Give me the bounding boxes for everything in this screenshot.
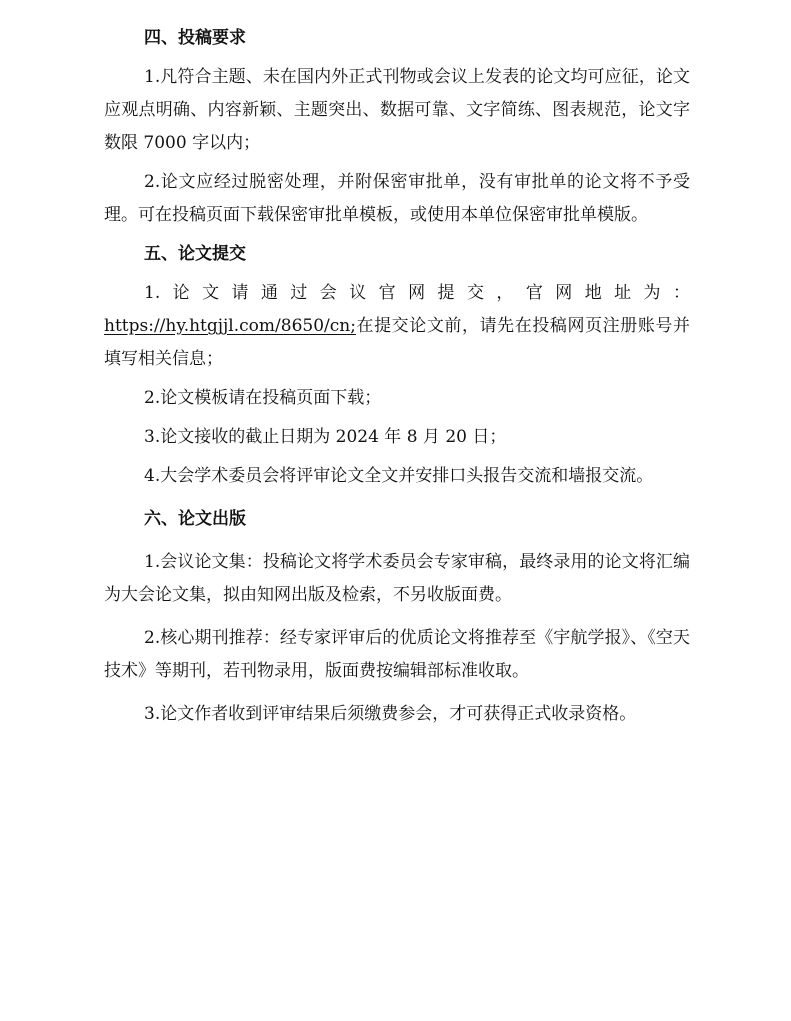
section-heading-paper-submission: 五、论文提交 <box>144 244 246 264</box>
official-website-link[interactable]: https://hy.htgjjl.com/8650/cn; <box>104 316 356 336</box>
section-heading-publication: 六、论文出版 <box>144 509 246 529</box>
paragraph-requirement-1: 1.凡符合主题、未在国内外正式刊物或会议上发表的论文均可应征，论文应观点明确、内容新颖、主题突出、数据可靠、文字简练、图表规范，论文字数限 7000 字以内； <box>104 67 690 153</box>
paragraph-submission-1-line1: 1.论文请通过会议官网提交，官网地址为： <box>144 283 690 303</box>
paragraph-submission-4: 4.大会学术委员会将评审论文全文并安排口头报告交流和墙报交流。 <box>144 466 654 486</box>
paragraph-publication-2: 2.核心期刊推荐：经专家评审后的优质论文将推荐至《宇航学报》、《空天技术》等期刊，若刊物录用，版面费按编辑部标准收取。 <box>104 628 690 681</box>
paragraph-publication-1: 1.会议论文集：投稿论文将学术委员会专家审稿，最终录用的论文将汇编为大会论文集，拟由知网出版及检索，不另收版面费。 <box>104 552 690 605</box>
section-heading-submission-requirements: 四、投稿要求 <box>144 28 246 48</box>
paragraph-submission-1-rest <box>104 310 690 376</box>
submission-note: 在提交论文前，请先在投稿网页注册账号并填写相关信息； <box>104 316 690 369</box>
document-page <box>104 22 690 731</box>
paragraph-submission-3: 3.论文接收的截止日期为 2024 年 8 月 20 日； <box>144 427 507 447</box>
paragraph-publication-3: 3.论文作者收到评审结果后须缴费参会，才可获得正式收录资格。 <box>144 704 637 724</box>
paragraph-submission-2: 2.论文模板请在投稿页面下载； <box>144 388 382 408</box>
paragraph-requirement-2: 2.论文应经过脱密处理，并附保密审批单，没有审批单的论文将不予受理。可在投稿页面下载保密审批单模板，或使用本单位保密审批单模版。 <box>104 172 690 225</box>
